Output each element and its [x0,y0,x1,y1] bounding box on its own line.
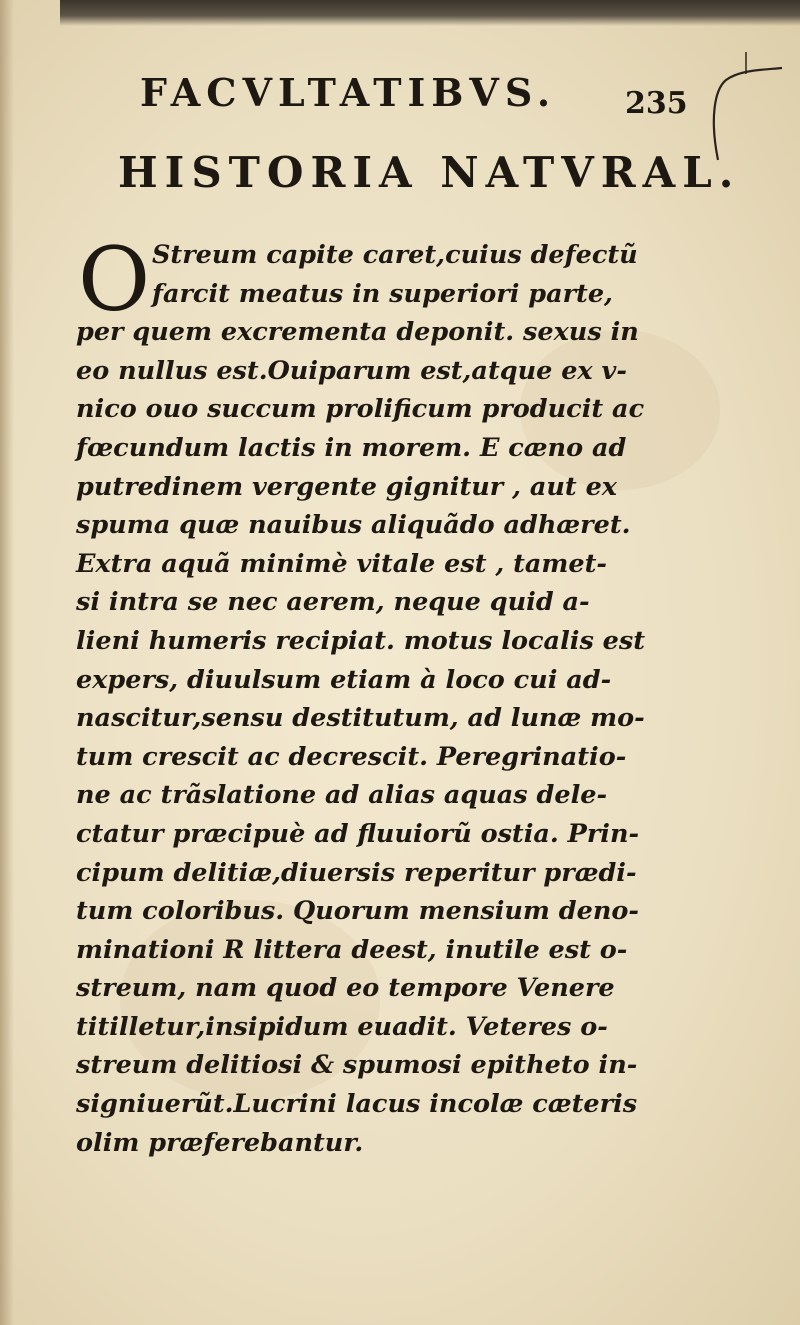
text-line: farcit meatus in superiori parte, [152,278,613,309]
text-line: signiuerũt.Lucrini lacus incolæ cæteris [76,1089,638,1120]
text-line: cipum delitiæ,diuersis reperitur prædi- [76,857,637,888]
text-line: ctatur præcipuè ad fluuiorũ ostia. Prin- [76,818,640,849]
text-line: streum, nam quod eo tempore Venere [76,973,615,1004]
page-top-shadow [60,0,800,26]
text-line: Streum capite caret,cuius defectũ [152,240,638,270]
body-text [76,228,716,1162]
text-line: expers, diuulsum etiam à loco cui ad- [76,664,612,695]
text-line: spuma quæ nauibus aliquãdo adhæret. [76,510,631,541]
drop-cap: O [78,228,151,331]
text-line: tum coloribus. Quorum mensium deno- [76,896,639,927]
text-line: putredinem vergente gignitur , aut ex [76,471,618,502]
page-number: 235 [625,86,688,121]
text-line: tum crescit ac decrescit. Peregrinatio- [76,741,627,772]
section-title: HISTORIA NATVRAL. [118,148,741,197]
text-line: fœcundum lactis in morem. E cæno ad [76,432,627,463]
text-line: ne ac trãslatione ad alias aquas dele- [76,780,608,811]
text-line: titilletur,insipidum euadit. Veteres o- [76,1011,608,1042]
text-line: olim præferebantur. [76,1127,364,1158]
text-line: streum delitiosi & spumosi epitheto in- [76,1050,638,1081]
text-line: per quem excrementa deponit. sexus in [76,317,639,348]
page-gutter [0,0,14,1325]
running-head: FACVLTATIBVS. [140,70,557,115]
text-line: si intra se nec aerem, neque quid a- [76,587,590,618]
text-line: minationi R littera deest, inutile est o- [76,934,628,965]
text-line: eo nullus est.Ouiparum est,atque ex v- [76,355,627,386]
text-line: nico ouo succum prolificum producit ac [76,394,645,425]
text-line: Extra aquã minimè vitale est , tamet- [76,548,607,579]
text-line: nascitur,sensu destitutum, ad lunæ mo- [76,703,645,734]
text-line: lieni humeris recipiat. motus localis est [76,625,646,656]
